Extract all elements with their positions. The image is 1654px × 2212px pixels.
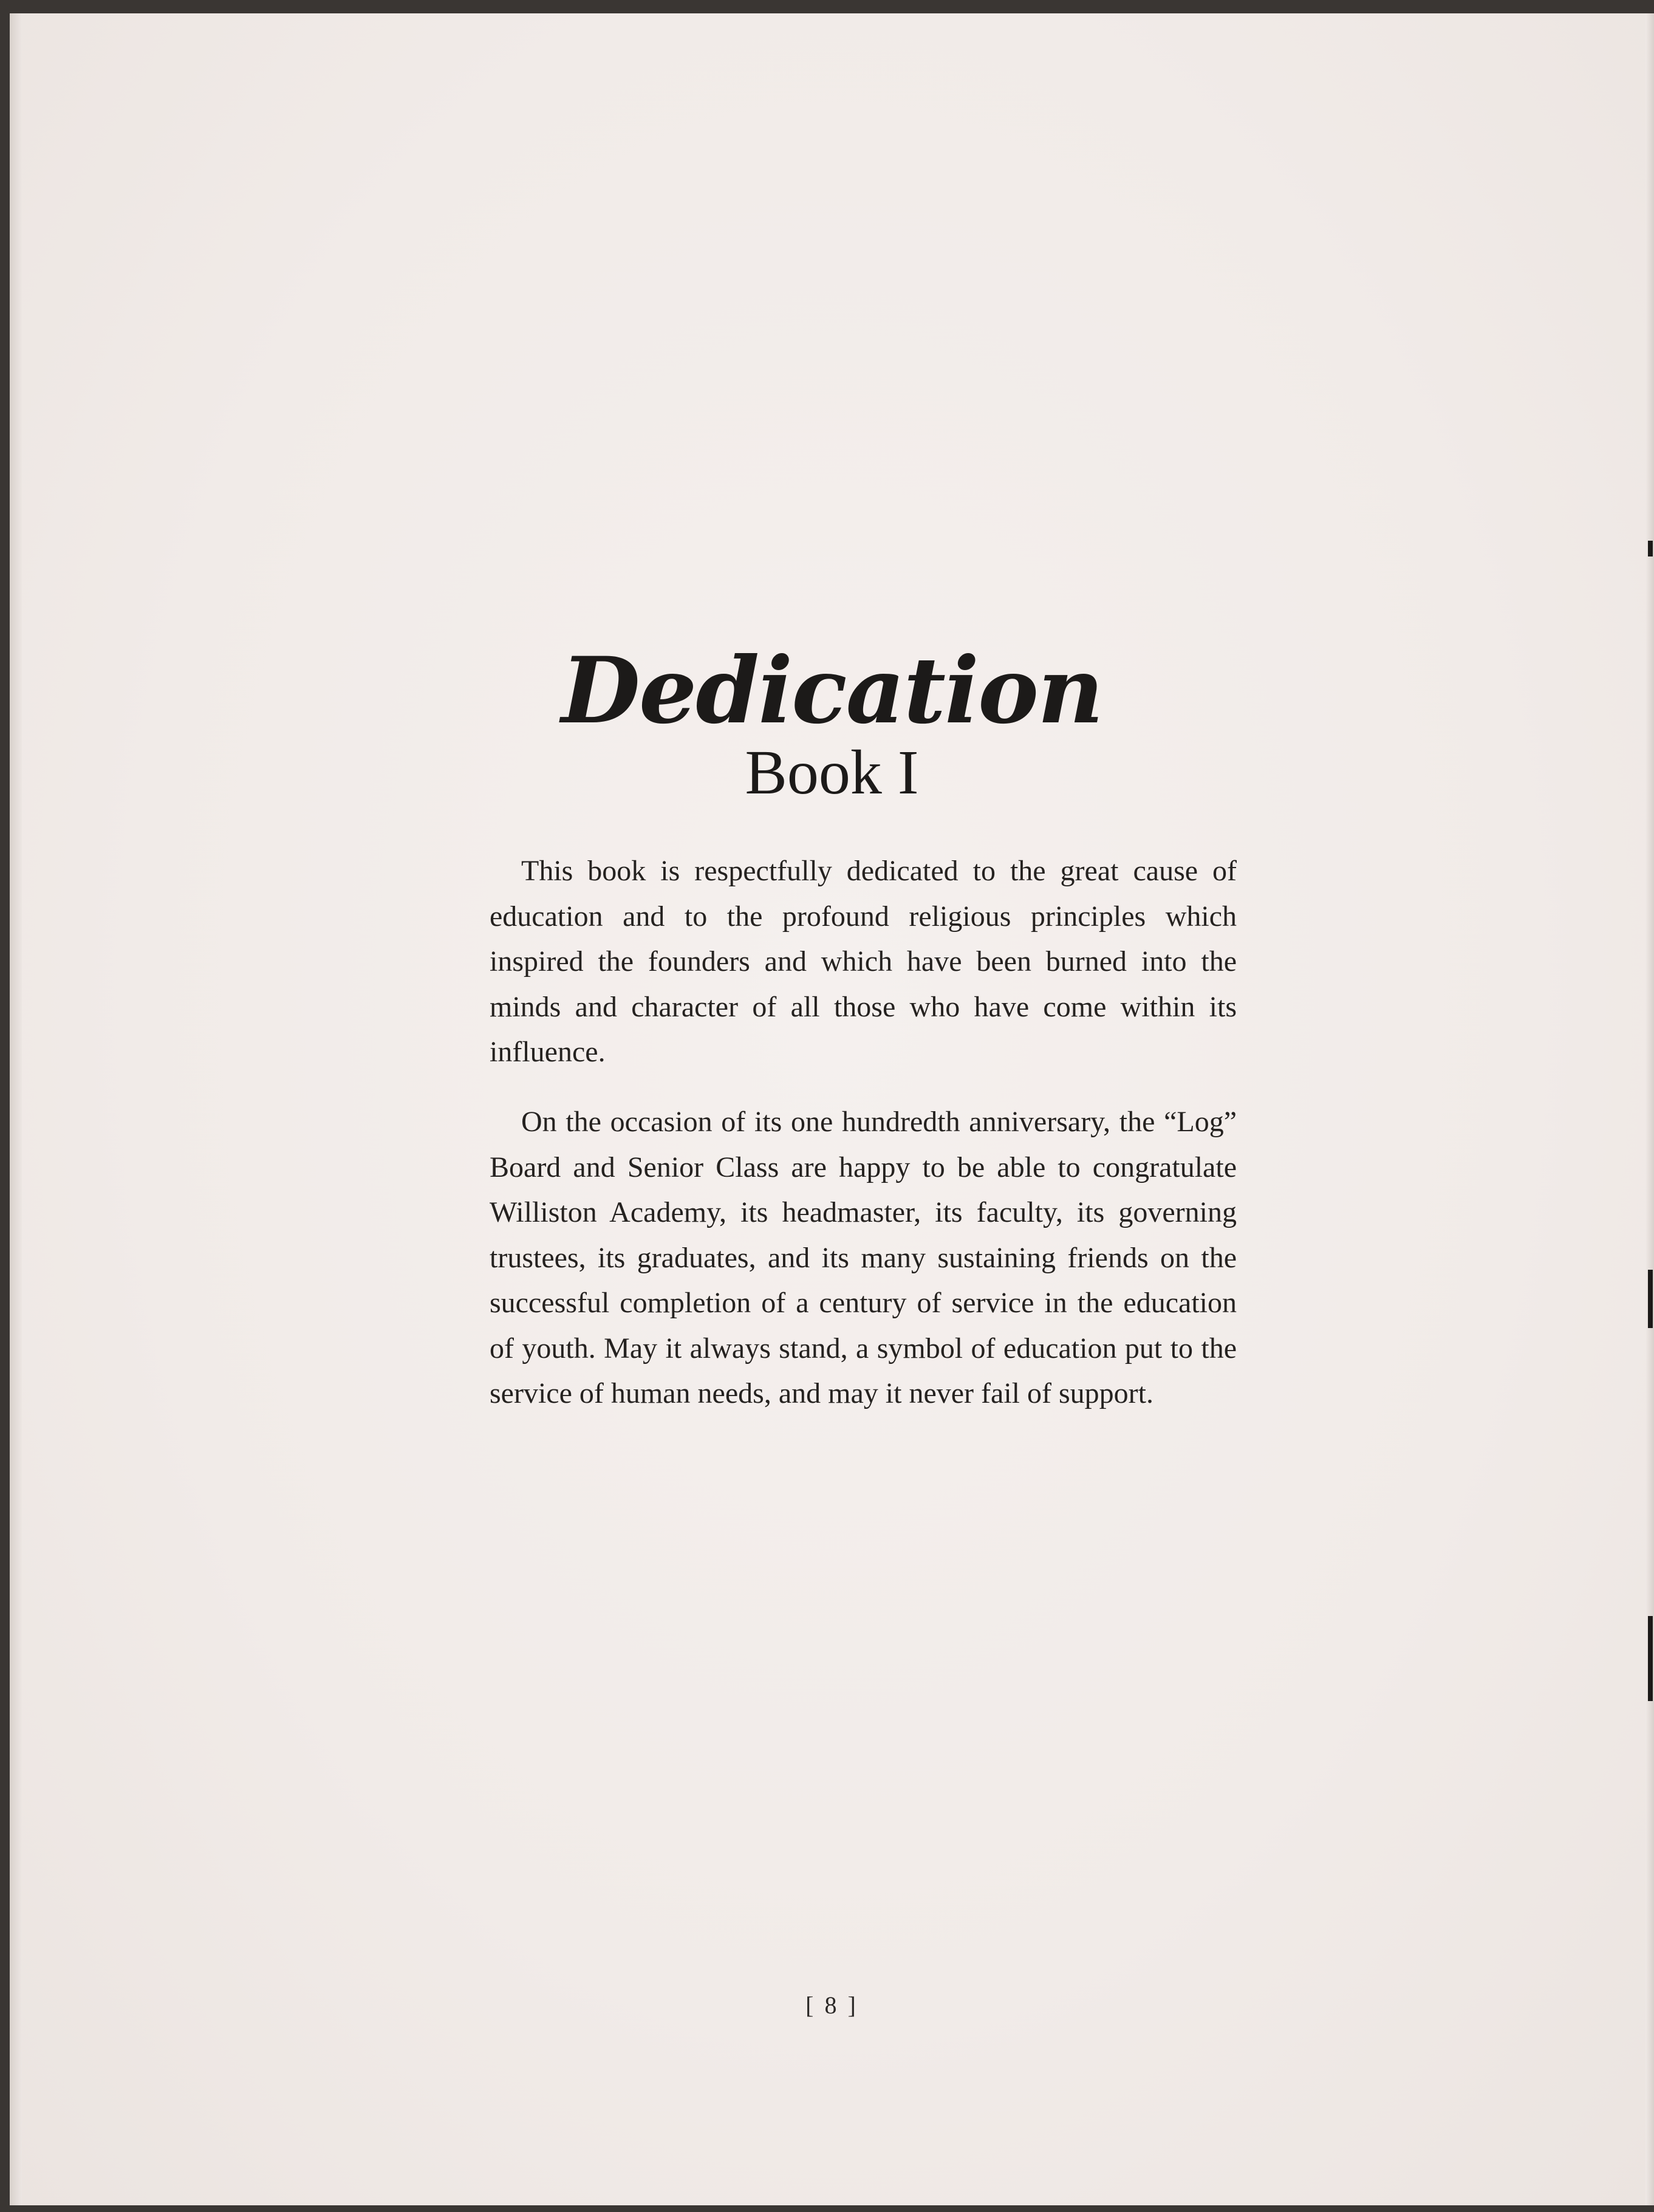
book-subtitle: Book I: [745, 738, 919, 807]
page-number: [ 8 ]: [805, 1991, 858, 2019]
page-left-edge: [10, 13, 22, 2205]
book-page: [10, 13, 1654, 2205]
dedication-paragraph-2: On the occasion of its one hundredth anniversary, the “Log” Board and Senior Class are happy to be able to congratulate Williston Academy, its headmaster, its faculty, its governing trustees, its graduates, and its many sustaining friends on the successful completion of a century of service in the education of youth. May it always stand, a symbol of education put to the service of human needs, and may it never fail of support.: [490, 1106, 1237, 1409]
page-edge-mark: [1648, 1270, 1653, 1328]
dedication-paragraph-1: This book is respectfully dedicated to the great cause of education and to the profound religious principles which inspired the founders and which have been burned into the minds and character of all those who have come within its influence.: [490, 855, 1237, 1068]
page-right-edge: [1645, 13, 1654, 2205]
page-edge-mark: [1648, 541, 1653, 556]
dedication-title: Dedication: [561, 637, 1103, 744]
page-edge-mark: [1648, 1616, 1653, 1701]
